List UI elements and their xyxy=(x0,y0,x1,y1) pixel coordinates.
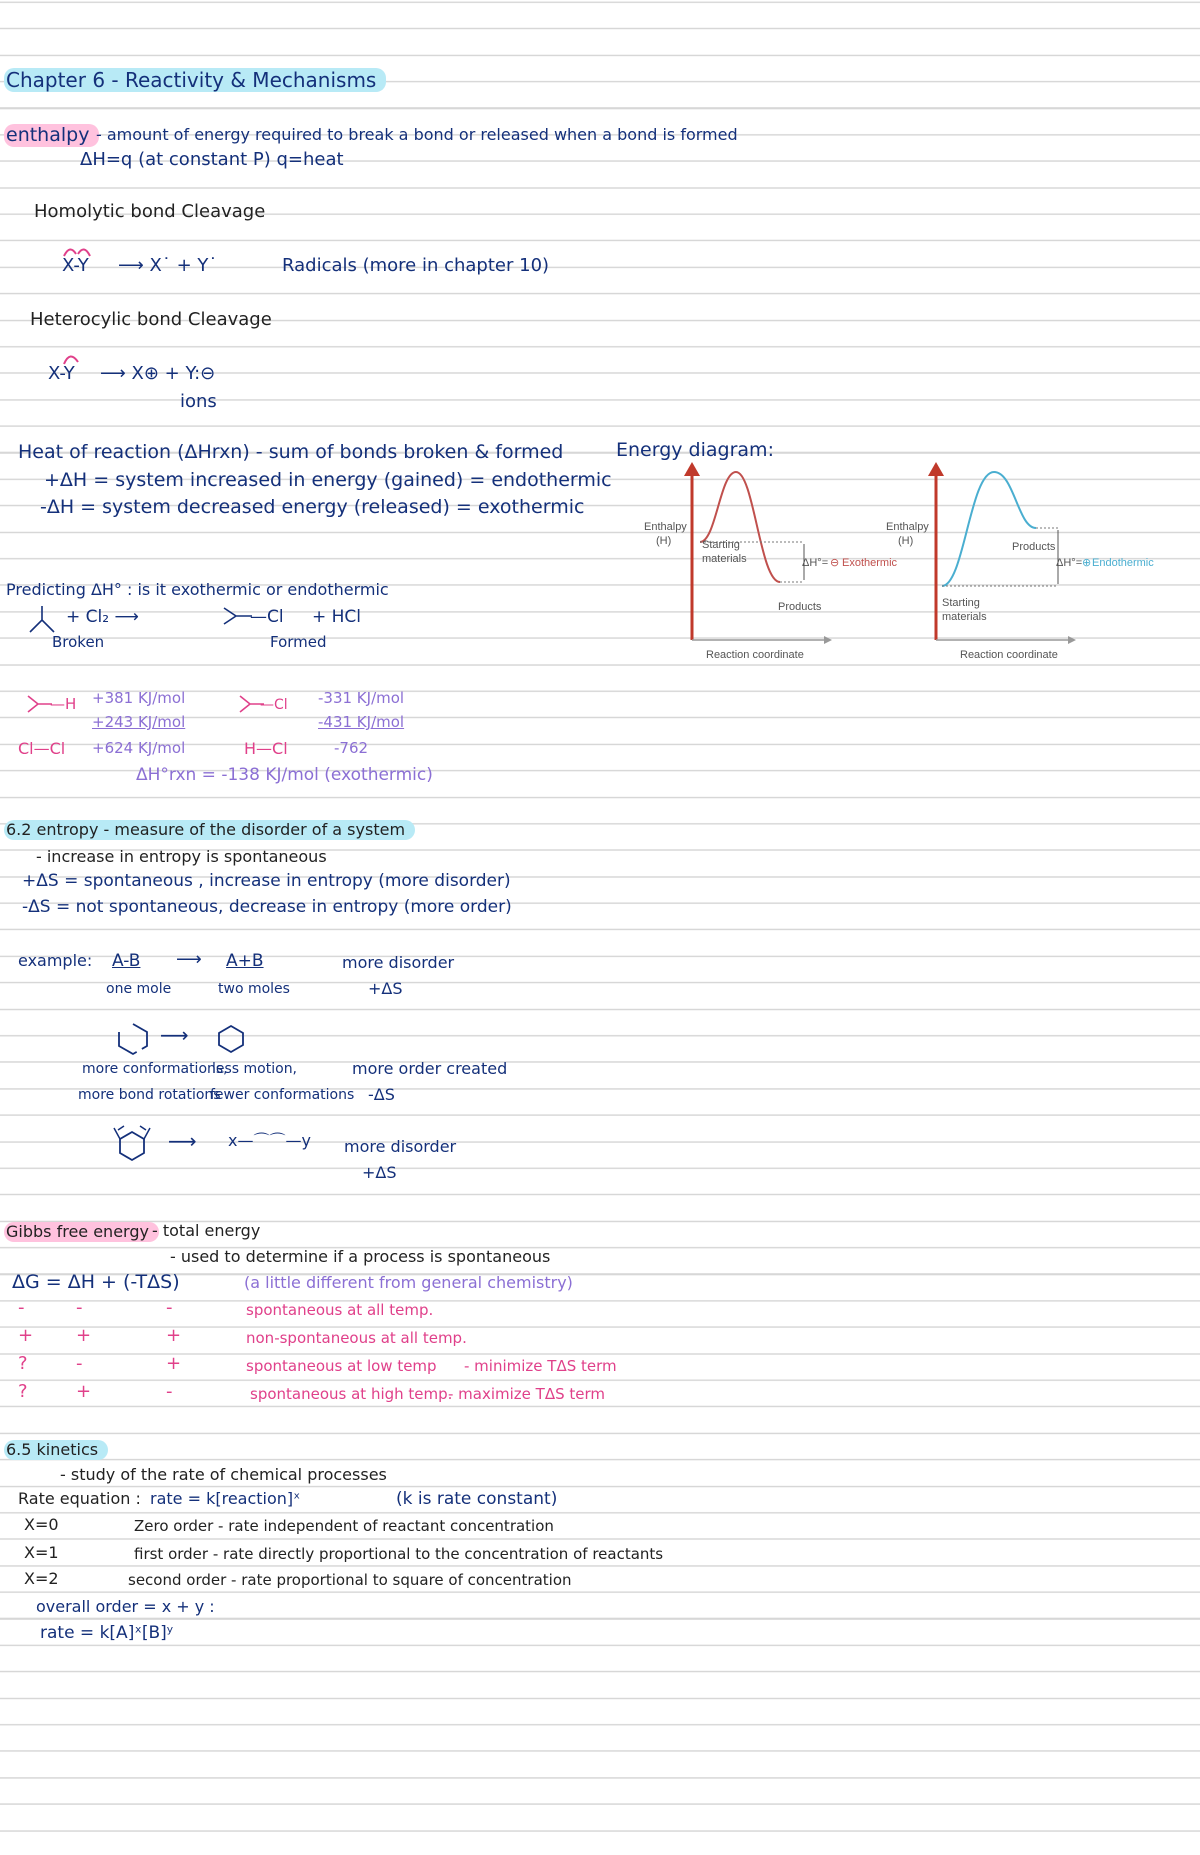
exo-curve xyxy=(700,472,780,582)
broken-h-label: —H xyxy=(50,695,77,713)
heterolytic-heading: Heterocylic bond Cleavage xyxy=(30,309,272,330)
entropy-heading: 6.2 entropy - measure of the disorder of a system xyxy=(4,820,415,840)
heat-of-reaction-line2: +ΔH = system increased in energy (gained) = endothermic xyxy=(44,469,612,491)
ex1-left-sub: one mole xyxy=(106,981,172,997)
ex1-right: A+B xyxy=(226,951,264,971)
predicting-broken: Broken xyxy=(52,633,105,651)
gibbs-s-sign: - xyxy=(166,1297,173,1318)
ex2-note: more order created xyxy=(352,1059,508,1078)
gibbs-s-sign: + xyxy=(166,1353,182,1374)
overall-rate-equation: rate = k[A]ˣ[B]ʸ xyxy=(40,1623,174,1643)
formed-val-3: -762 xyxy=(334,739,369,757)
rate-note: (k is rate constant) xyxy=(396,1489,558,1509)
endo-start-1: Starting xyxy=(942,597,980,609)
chapter-title: Chapter 6 - Reactivity & Mechanisms xyxy=(4,68,386,92)
gibbs-def1: - total energy xyxy=(152,1221,261,1240)
gibbs-s-sign: - xyxy=(166,1381,173,1402)
endo-y-arrow xyxy=(928,462,944,476)
heterolytic-reactant: X-Y xyxy=(48,363,75,384)
endo-ylabel-1: Enthalpy xyxy=(886,521,929,533)
gibbs-desc: spontaneous at high temp. xyxy=(250,1385,453,1403)
gibbs-h-sign: + xyxy=(76,1381,92,1402)
endo-ylabel-2: (H) xyxy=(898,535,914,547)
order-x0: X=0 xyxy=(24,1515,59,1534)
gibbs-desc: spontaneous at low temp xyxy=(246,1357,437,1375)
homolytic-note: Radicals (more in chapter 10) xyxy=(282,255,550,276)
exothermic-diagram xyxy=(644,462,898,661)
rate-equation: rate = k[reaction]ˣ xyxy=(150,1489,301,1508)
endo-start-2: materials xyxy=(942,611,987,623)
ex1-sign: +ΔS xyxy=(368,979,403,998)
gibbs-equation: ΔG = ΔH + (-TΔS) xyxy=(12,1271,180,1293)
order-x1: X=1 xyxy=(24,1543,59,1562)
gibbs-g-sign: + xyxy=(18,1325,34,1346)
gibbs-desc: spontaneous at all temp. xyxy=(246,1301,434,1319)
ex2-left-sub1: more conformations, xyxy=(82,1061,228,1077)
endo-type: Endothermic xyxy=(1092,557,1154,569)
heterolytic-products: ⟶ X⊕ + Y:⊖ xyxy=(100,363,216,384)
energy-diagram-heading: Energy diagram: xyxy=(616,439,774,461)
exo-y-arrow xyxy=(684,462,700,476)
exo-products: Products xyxy=(778,601,822,613)
homolytic-products: ⟶ X˙ + Y˙ xyxy=(118,255,218,276)
endo-products: Products xyxy=(1012,541,1056,553)
formed-val-2: -431 KJ/mol xyxy=(318,713,405,731)
ex1-note: more disorder xyxy=(342,953,455,972)
ex3-arrow: ⟶ xyxy=(168,1129,197,1153)
exo-start-2: materials xyxy=(702,553,747,565)
kinetics-heading: 6.5 kinetics xyxy=(4,1440,108,1460)
gibbs-g-sign: ? xyxy=(18,1381,28,1402)
gibbs-extra: - maximize TΔS term xyxy=(448,1385,606,1403)
predicting-reaction-left: + Cl₂ ⟶ xyxy=(66,607,139,627)
heterolytic-note: ions xyxy=(180,391,217,412)
heat-of-reaction-line1: Heat of reaction (ΔHrxn) - sum of bonds broken & formed xyxy=(18,441,564,463)
gibbs-heading: Gibbs free energy xyxy=(4,1222,159,1242)
energy-diagrams xyxy=(640,462,1154,662)
cyclohexane-structure-icon xyxy=(216,1024,246,1054)
homolytic-heading: Homolytic bond Cleavage xyxy=(34,201,266,222)
formed-val-1: -331 KJ/mol xyxy=(318,689,405,707)
order-x2-desc: second order - rate proportional to square of concentration xyxy=(128,1571,572,1589)
predicting-heading: Predicting ΔH° : is it exothermic or endothermic xyxy=(6,580,389,599)
gibbs-g-sign: - xyxy=(18,1297,25,1318)
ex1-arrow: ⟶ xyxy=(176,949,202,970)
isobutane-structure-icon xyxy=(28,604,64,634)
endothermic-diagram xyxy=(886,462,1154,661)
order-x0-desc: Zero order - rate independent of reactant concentration xyxy=(134,1517,554,1535)
ex3-right: x—⌒⌒—y xyxy=(228,1131,311,1150)
rate-label: Rate equation : xyxy=(18,1489,141,1508)
example-label: example: xyxy=(18,951,93,970)
predicting-reaction-right-1: —Cl xyxy=(250,607,284,627)
substituted-cyclohexane-structure-icon xyxy=(112,1124,152,1164)
chain-cyclic-structure-icon xyxy=(116,1022,150,1056)
ex2-left-sub2: more bond rotations xyxy=(78,1087,221,1103)
endo-sign: ⊕ xyxy=(1082,556,1092,569)
order-x2: X=2 xyxy=(24,1569,59,1588)
predicting-reaction-right-2: + HCl xyxy=(312,607,362,627)
ex1-right-sub: two moles xyxy=(218,981,290,997)
endo-curve xyxy=(942,472,1036,586)
endo-xlabel: Reaction coordinate xyxy=(960,649,1058,661)
exo-start-1: Starting xyxy=(702,539,740,551)
enthalpy-formula: ΔH=q (at constant P) q=heat xyxy=(80,149,344,170)
exo-dh-label: ΔH°= xyxy=(802,557,829,569)
enthalpy-definition: - amount of energy required to break a bond or released when a bond is formed xyxy=(96,125,738,144)
gibbs-h-sign: - xyxy=(76,1297,83,1318)
formed-hcl-label: H—Cl xyxy=(244,739,288,758)
entropy-line1: - increase in entropy is spontaneous xyxy=(36,847,327,866)
gibbs-h-sign: - xyxy=(76,1353,83,1374)
enthalpy-term: enthalpy xyxy=(4,124,99,147)
ex1-left: A-B xyxy=(112,951,141,971)
formed-cl-label: —Cl xyxy=(260,697,288,713)
order-x1-desc: first order - rate directly proportional to the concentration of reactants xyxy=(134,1545,664,1563)
gibbs-def2: - used to determine if a process is spontaneous xyxy=(170,1247,551,1266)
exo-sign: ⊖ xyxy=(830,556,840,569)
broken-val-2: +243 KJ/mol xyxy=(92,713,186,731)
predicting-formed: Formed xyxy=(270,633,327,651)
gibbs-s-sign: + xyxy=(166,1325,182,1346)
predicting-result: ΔH°rxn = -138 KJ/mol (exothermic) xyxy=(136,765,433,785)
entropy-line2: +ΔS = spontaneous , increase in entropy (more disorder) xyxy=(22,871,511,891)
gibbs-g-sign: ? xyxy=(18,1353,28,1374)
entropy-line3: -ΔS = not spontaneous, decrease in entropy (more order) xyxy=(22,897,512,917)
homolytic-reactant: X-Y xyxy=(62,255,89,276)
exo-type: Exothermic xyxy=(842,557,898,569)
exo-ylabel-2: (H) xyxy=(656,535,672,547)
heat-of-reaction-line3: -ΔH = system decreased energy (released) = exothermic xyxy=(40,496,585,518)
endo-dh-label: ΔH°= xyxy=(1056,557,1083,569)
gibbs-note: (a little different from general chemistry) xyxy=(244,1273,573,1292)
broken-val-1: +381 KJ/mol xyxy=(92,689,186,707)
ex3-note: more disorder xyxy=(344,1137,457,1156)
gibbs-h-sign: + xyxy=(76,1325,92,1346)
kinetics-def: - study of the rate of chemical processes xyxy=(60,1465,387,1484)
overall-order: overall order = x + y : xyxy=(36,1597,215,1616)
ex2-right-sub2: fewer conformations xyxy=(210,1087,355,1103)
broken-clcl-label: Cl—Cl xyxy=(18,739,66,758)
ex3-sign: +ΔS xyxy=(362,1163,397,1182)
ex2-right-sub1: less motion, xyxy=(212,1061,298,1077)
exo-ylabel-1: Enthalpy xyxy=(644,521,687,533)
gibbs-extra: - minimize TΔS term xyxy=(464,1357,617,1375)
broken-val-3: +624 KJ/mol xyxy=(92,739,186,757)
exo-xlabel: Reaction coordinate xyxy=(706,649,804,661)
ex2-arrow: ⟶ xyxy=(160,1023,189,1047)
gibbs-desc: non-spontaneous at all temp. xyxy=(246,1329,467,1347)
ex2-sign: -ΔS xyxy=(368,1085,395,1104)
